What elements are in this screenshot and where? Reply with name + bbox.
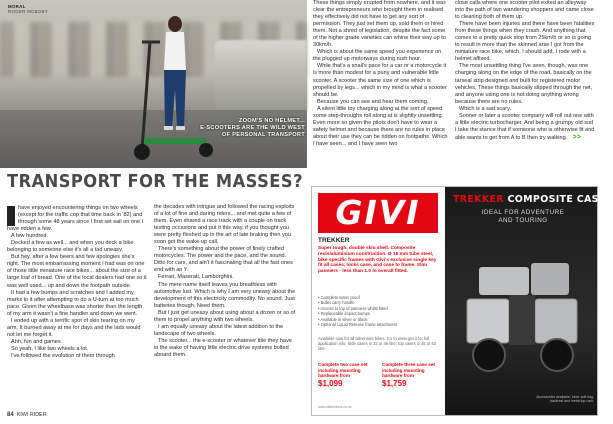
caption-line: ZOOM'S NO HELMET...: [238, 118, 305, 124]
paragraph: But hey, after a few beers and few apologies she's right. The most embarrassing moment I had was on one of those little miniature race bikes... about the size of a large loaf of bread. One of the local dealers had one so it was well used... up and down the footpath outside.: [7, 254, 147, 289]
scooter-photo: [0, 0, 307, 168]
ad-title: [453, 194, 613, 205]
paragraph: Because you can see and hear them coming.: [317, 98, 429, 105]
feature-item: • Bullet carry handle: [318, 300, 355, 306]
givi-logo: GIVI: [318, 193, 438, 233]
motorcycle-with-cases-illustration: [459, 237, 585, 377]
paragraph-text: Sooner or later a scooter company will roll out one with a little electric turbocharger. And being a grumpy old sod I take the stance that if someone who is otherwise fit and able wants to get from A to B then try walking.: [455, 112, 595, 141]
paragraph: I ended up with a terrific spot of skin tearing on my arm. It burned away at me for days and the lads would not let me forget it.: [7, 317, 141, 338]
paragraph: A few hundred.: [11, 233, 49, 240]
paragraph: [455, 113, 595, 142]
paragraph: close calls where one scooter pilot exited an alleyway into the path of two wandering shoppers and came close to cleaning both of them up.: [455, 0, 594, 21]
ad-right-panel: [445, 187, 613, 415]
paragraph: It had a few bumps and scratches and I added my marks to it after attempting to do a U-turn at too much pace. Given the wheelbase was shorter than the length of my arm it wasn't a fine handler and down we went.: [7, 289, 143, 317]
paragraph: Ahh, fun and games.: [11, 338, 63, 345]
column-3: [313, 0, 449, 148]
paragraph: I am equally uneasy about the latest addition to the landscape of two wheels.: [154, 323, 284, 337]
paragraph: Decked a few as well... and when you deck a bike belonging to someone else it's all a tad uneasy.: [7, 240, 134, 254]
feature-list: [318, 295, 440, 327]
caption-line: E-SCOOTERS ARE THE WILD WEST: [200, 125, 305, 132]
feature-item: • Complete water proof: [318, 295, 360, 300]
ad-left-panel: [312, 187, 445, 415]
ad-tagline: AND TOURING: [498, 217, 548, 224]
ad-tagline: IDEAL FOR ADVENTURE: [481, 209, 565, 216]
column-2: [154, 204, 296, 359]
price-value: $1,099: [318, 378, 343, 388]
feature-text: Bullet carry handle: [320, 300, 355, 306]
paragraph: There have been injuries and there have been fatalities from these things when they crash. And anything that comes to a pretty quick stop from 25km/h or so is going to result in more than the skinned arse I got from the miniature race bike, which, I should add, I rode with a helmet affixed.: [455, 21, 595, 63]
feature-item: • Access to top of panniers whilst fitted: [318, 305, 388, 311]
feature-text: Available in silver or black: [320, 316, 368, 322]
end-mark-icon: >>: [572, 133, 581, 141]
paragraph: The mere name itself leaves you breathless with automotive lust. Which is why I am very uneasy about the development of this electricity commodity. No sound. Just batteries though. Need them.: [154, 281, 296, 309]
price-box-three-case: [382, 362, 438, 386]
paragraph: The most unsettling thing I've seen, though, was one charging along on the edge of the road, basically on the tarseal strip designed and built for registered motor vehicles. These things basically slipped through the net, and anyone using one is not doing anything wrong because there are no rules.: [455, 63, 593, 105]
ad-title-product: COMPOSITE CASES: [507, 194, 613, 205]
availability-note: Available now for all adventure bikes. Go to www.givi.it for full application info. Side cases in 33 or 46 litre, top cases in 46 or 52 litre.: [318, 336, 437, 352]
product-description: Super tough, double skin shell. Composite resin/aluminium construction. Ø 16 mm tube steel, bike specific frames with Givi's exclusive single key fit all cases, locks case, and case to frame. Slim panniers - less than 1.0 m overall fitted.: [318, 246, 437, 275]
feature-text: Optional Liquid Release frame attachment: [320, 322, 398, 328]
column-4: [455, 0, 595, 142]
feature-item: • Replaceable impact bumps: [318, 311, 370, 317]
paragraph: Which is about the same speed you experience on the plugged up motorways during rush hour.: [313, 49, 442, 63]
ad-title-brand: TREKKER: [453, 194, 504, 205]
column-1: [7, 205, 147, 360]
scooter-rider-illustration: [120, 10, 230, 168]
product-name: TREKKER: [318, 237, 350, 244]
paragraph: So yeah, I like two wheels a lot.: [11, 345, 89, 352]
feature-item: • Optional Liquid Release frame attachment: [318, 322, 398, 328]
paragraph: the decades with intrigue and followed the racing exploits of a lot of fine and daring riders... and met quite a few of them. Even shared a race track with a couple on track testing occasions and put it this way, if you thought you were pretty fleshed up in the art of late braking then you soon got the wake-up call.: [154, 204, 295, 246]
section-tag: [8, 4, 48, 14]
price-value: $1,759: [382, 378, 407, 388]
photo-caption: [195, 118, 305, 140]
section-label: MORAL: [8, 4, 26, 9]
ad-website-link[interactable]: www.bikeriders.co.nz: [318, 405, 352, 409]
paragraph: These things simply erupted from nowhere, and it was clear the entrepreneurs who brought them in realised they effectively did not have to get any sort of permission. They just set them up, sold them or hired them. Not a shred of legislation, despite the fact some of the higher grade varieties can whine their way up to 30km/h.: [313, 0, 446, 49]
paragraph: But I just get uneasy about using about a dozen or so of them to propel anything with two wheels.: [154, 309, 296, 323]
page-footer: [7, 412, 47, 418]
paragraph: Which is a sad scary.: [459, 105, 511, 112]
price-label: Complete three case set including mounting hardware from: [382, 362, 435, 378]
feature-text: Replaceable impact bumps: [320, 311, 370, 317]
paragraph: The scooter... the e-scooter or whatever title they have in the wake of having little electric drive systems bolted aboard them.: [154, 337, 292, 358]
paragraph: Ferrari, Maserati, Lamborghini.: [158, 274, 234, 281]
publication-name: KIWI RIDER: [16, 412, 47, 418]
paragraph: have enjoyed encountering things on two wheels (except for the traffic cop that time back in '82) and through some 48 years since I first set sail on one I have ridden a few.: [7, 205, 144, 233]
paragraph: While that's a snail's pace for a car or a motorcycle it is more than modest for a puny and vulnerable little scooter. A scooter the same size of one which is propelled by legs... which in my mind is what a scooter should be.: [313, 63, 447, 98]
feature-item: • Available in silver or black: [318, 316, 368, 322]
feature-text: Complete water proof: [320, 295, 360, 300]
dropcap: [7, 206, 15, 226]
accessories-note: Accessories available: inner soft bag, backrest and metal top rack.: [536, 395, 594, 404]
paragraph: I've followed the evolution of them through: [11, 352, 115, 359]
givi-advertisement[interactable]: [311, 186, 613, 416]
feature-text: Access to top of panniers whilst fitted: [320, 305, 388, 311]
author-label: ROGER MCBOBY: [8, 9, 48, 14]
price-box-two-case: [318, 362, 374, 386]
page-number: 84: [7, 412, 14, 418]
caption-line: OF PERSONAL TRANSPORT: [222, 132, 305, 139]
paragraph: A silent little toy charging along at the sort of speed some step-throughs roll along at is slightly unsettling. Even more so given the pilots don't have to wear a safety helmet and because there are no rules in place about their use they can be ridden on footpaths. Which I have seen... and I have seen two: [313, 105, 448, 147]
headline: TRANSPORT FOR THE MASSES?: [7, 172, 303, 192]
price-label: Complete two case set including mounting hardware from: [318, 362, 368, 378]
paragraph: There's something about the power of finely crafted motorcycles. The power and the pace, and the sound. Ditto for cars, and ain't it fascinating that all the fast ones end with an 'i'.: [154, 246, 293, 274]
